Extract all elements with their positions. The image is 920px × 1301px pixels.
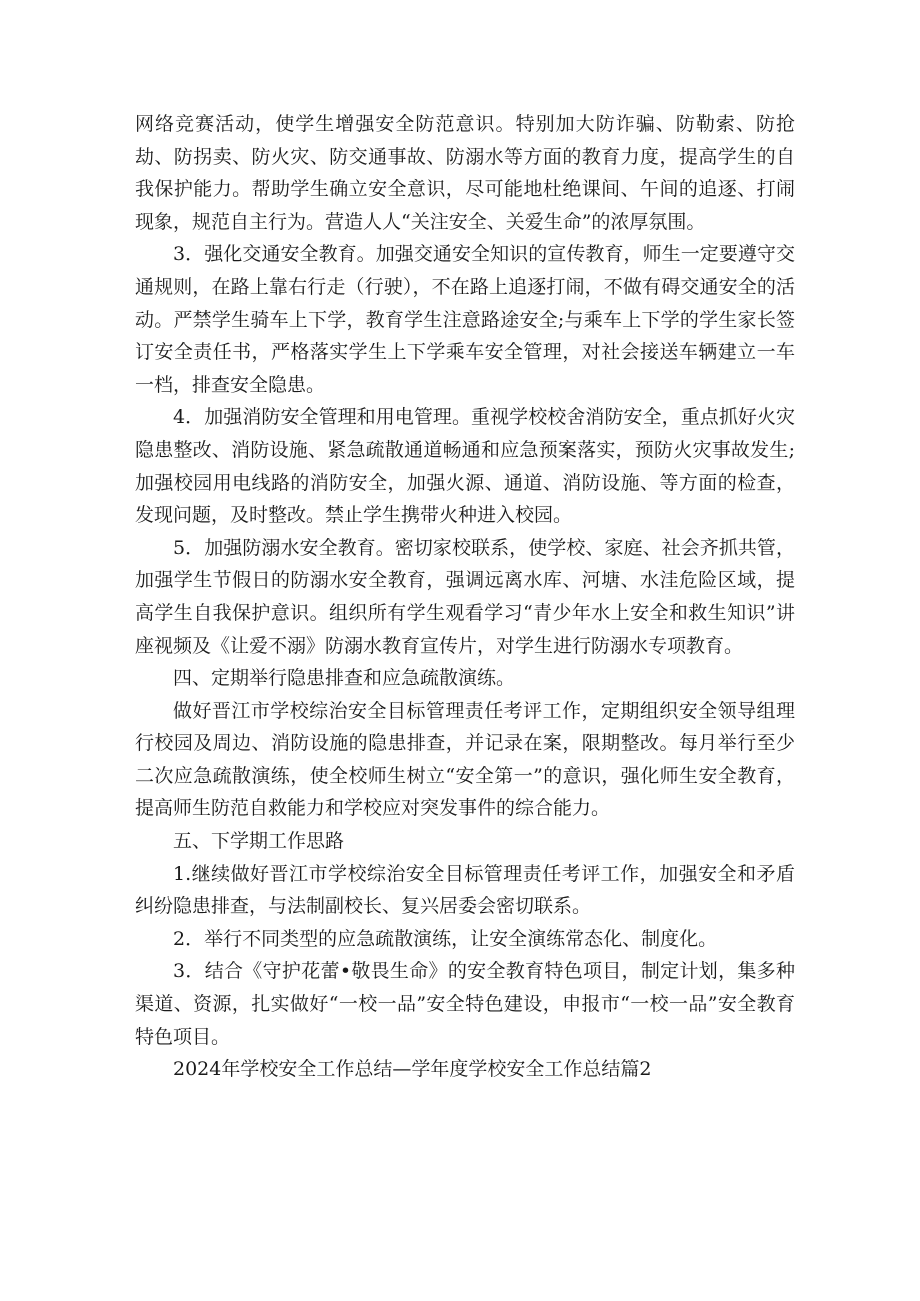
section-heading-next-semester: 五、下学期工作思路 [173, 830, 345, 853]
paragraph-traffic-safety: 3．强化交通安全教育。加强交通安全知识的宣传教育，师生一定要遵守交通规则，在路上靠右行走（行驶），不在路上追逐打闹，不做有碍交通安全的活动。严禁学生骑车上下学，教育学生注意路途安全;与乘车上下学的学生家长签订安全责任书，严格落实学生上下学乘车安全管理，对社会接送车辆建立一车一档，排查安全隐患。 [135, 243, 795, 396]
document-body [135, 108, 795, 1086]
paragraph-drowning-prevention: 5．加强防溺水安全教育。密切家校联系，使学校、家庭、社会齐抓共管，加强学生节假日的防溺水安全教育，强调远离水库、河塘、水洼危险区域，提高学生自我保护意识。组织所有学生观看学习“青少年水上安全和救生知识”讲座视频及《让爱不溺》防溺水教育宣传片，对学生进行防溺水专项教育。 [135, 536, 795, 657]
section-heading-drills: 四、定期举行隐患排查和应急疏散演练。 [173, 667, 516, 690]
paragraph-plan-item-1: 1.继续做好晋江市学校综治安全目标管理责任考评工作，加强安全和矛盾纠纷隐患排查，与法制副校长、复兴居委会密切联系。 [135, 862, 795, 918]
paragraph-plan-item-3: 3．结合《守护花蕾•敬畏生命》的安全教育特色项目，制定计划，集多种渠道、资源，扎实做好“一校一品”安全特色建设，申报市“一校一品”安全教育特色项目。 [135, 960, 795, 1048]
paragraph-hazard-inspection: 做好晋江市学校综治安全目标管理责任考评工作，定期组织安全领导组理行校园及周边、消防设施的隐患排查，并记录在案，限期整改。每月举行至少二次应急疏散演练，使全校师生树立“安全第一”的意识，强化师生安全教育，提高师生防范自救能力和学校应对突发事件的综合能力。 [135, 699, 795, 820]
article-title-part-2: 2024年学校安全工作总结—学年度学校安全工作总结篇2 [173, 1058, 652, 1081]
paragraph-safety-awareness: 网络竞赛活动，使学生增强安全防范意识。特别加大防诈骗、防勒索、防抢劫、防拐卖、防火灾、防交通事故、防溺水等方面的教育力度，提高学生的自我保护能力。帮助学生确立安全意识，尽可能地杜绝课间、午间的追逐、打闹现象，规范自主行为。营造人人“关注安全、关爱生命”的浓厚氛围。 [135, 113, 795, 233]
paragraph-fire-electric-safety: 4．加强消防安全管理和用电管理。重视学校校舍消防安全，重点抓好火灾隐患整改、消防设施、紧急疏散通道畅通和应急预案落实，预防火灾事故发生;加强校园用电线路的消防安全，加强火源、通道、消防设施、等方面的检查，发现问题，及时整改。禁止学生携带火种进入校园。 [135, 406, 795, 527]
paragraph-plan-item-2: 2．举行不同类型的应急疏散演练，让安全演练常态化、制度化。 [173, 927, 718, 950]
